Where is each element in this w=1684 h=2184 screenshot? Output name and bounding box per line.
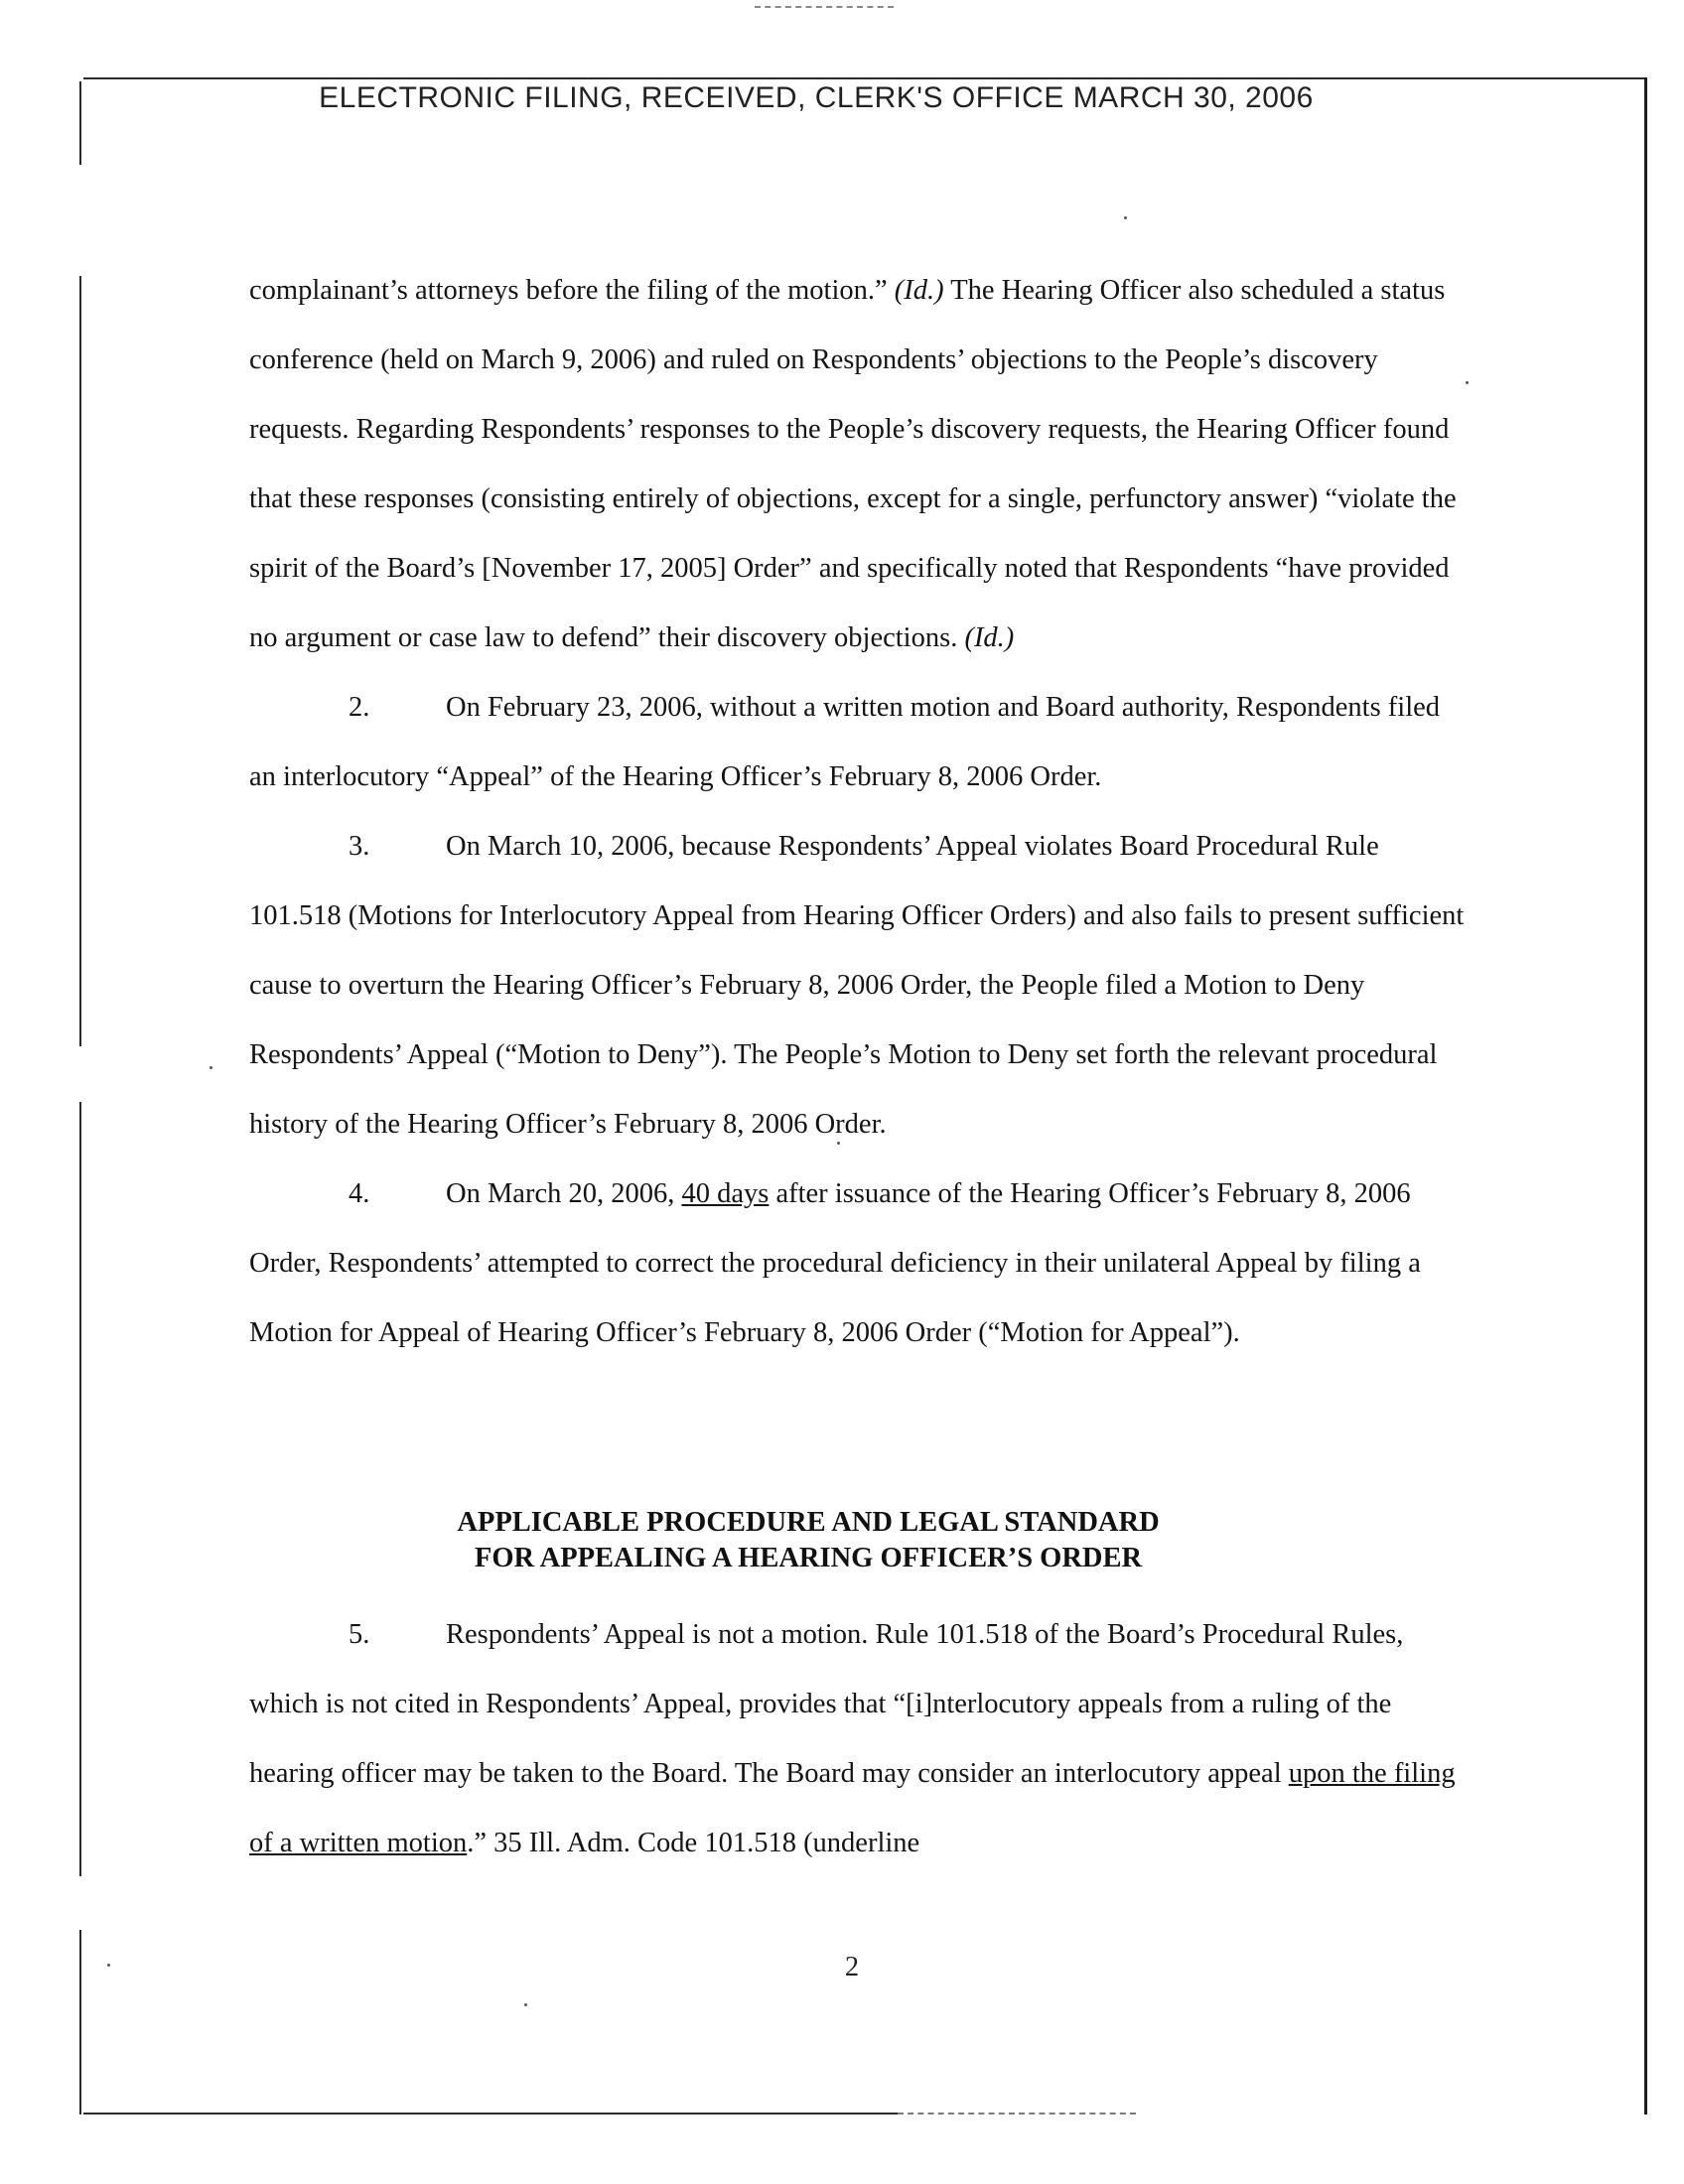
scan-speck bbox=[210, 1066, 212, 1069]
numbered-paragraph-2: 2. On February 23, 2006, without a written motion and Board authority, Respondents filed an interlocutory “Appeal” of the Hearing Officer’s February 8, 2006 Order. bbox=[249, 692, 1441, 792]
frame-rule-top bbox=[83, 77, 1646, 79]
paragraph-continuation: complainant’s attorneys before the filing of the motion.” (Id.) The Hearing Officer also scheduled a status conference (held on March 9, 2006) and ruled on Respondents’ objections to the People’s discovery requests. Regarding Respondents’ responses to the People’s discovery requests, the Hearing Officer found that these responses (consisting entirely of objections, except for a single, perfunctory answer) “violate the spirit of the Board’s [November 17, 2005] Order” and specifically noted that Respondents “have provided no argument or case law to defend” their discovery objections. (Id.) bbox=[249, 275, 1457, 653]
numbered-paragraph-3: 3. On March 10, 2006, because Respondents’ Appeal violates Board Procedural Rule 101.518 (Motions for Interlocutory Appeal from Hearing Officer Orders) and also fails to present sufficient cause to overturn the Hearing Officer’s February 8, 2006 Order, the People filed a Motion to Deny Respondents’ Appeal (“Motion to Deny”). The People’s Motion to Deny set forth the relevant procedural history of the Hearing Officer’s February 8, 2006 Order. bbox=[249, 831, 1465, 1140]
numbered-paragraph-4: 4. On March 20, 2006, 40 days after issuance of the Hearing Officer’s February 8, 2006 Order, Respondents’ attempted to correct the procedural deficiency in their unilateral Appeal by filing a Motion for Appeal of Hearing Officer’s February 8, 2006 Order (“Motion for Appeal”). bbox=[249, 1178, 1421, 1348]
frame-rule-right bbox=[1644, 77, 1647, 2115]
numbered-paragraph-5: 5. Respondents’ Appeal is not a motion. Rule 101.518 of the Board’s Procedural Rules, which is not cited in Respondents’ Appeal, provides that “[i]nterlocutory appeals from a ruling of the hearing officer may be taken to the Board. The Board may consider an interlocutory appeal upon the filing of a written motion.” 35 Ill. Adm. Code 101.518 (underline bbox=[249, 1619, 1456, 1858]
citation: (Id.) bbox=[894, 275, 944, 306]
citation: (Id.) bbox=[964, 622, 1015, 653]
underlined-text: upon the filing of a written motion bbox=[249, 1758, 1456, 1858]
body-text-continued bbox=[249, 1600, 1465, 1878]
scan-speck bbox=[524, 2003, 527, 2006]
body-text bbox=[249, 256, 1465, 1368]
scan-speck bbox=[1124, 216, 1127, 219]
scan-speck bbox=[1466, 381, 1469, 384]
page-number: 2 bbox=[844, 1952, 860, 1982]
section-heading: APPLICABLE PROCEDURE AND LEGAL STANDARD FOR APPEALING A HEARING OFFICER’S ORDER bbox=[457, 1507, 1160, 1573]
underlined-text: 40 days bbox=[681, 1178, 770, 1209]
scan-artifact-top bbox=[755, 6, 894, 8]
frame-rule-bottom bbox=[83, 2113, 898, 2115]
electronic-filing-stamp: ELECTRONIC FILING, RECEIVED, CLERK'S OFFICE MARCH 30, 2006 bbox=[319, 81, 1314, 114]
margin-mark bbox=[79, 276, 81, 1046]
margin-mark bbox=[79, 1102, 81, 1876]
frame-rule-bottom-dashed bbox=[898, 2113, 1136, 2115]
